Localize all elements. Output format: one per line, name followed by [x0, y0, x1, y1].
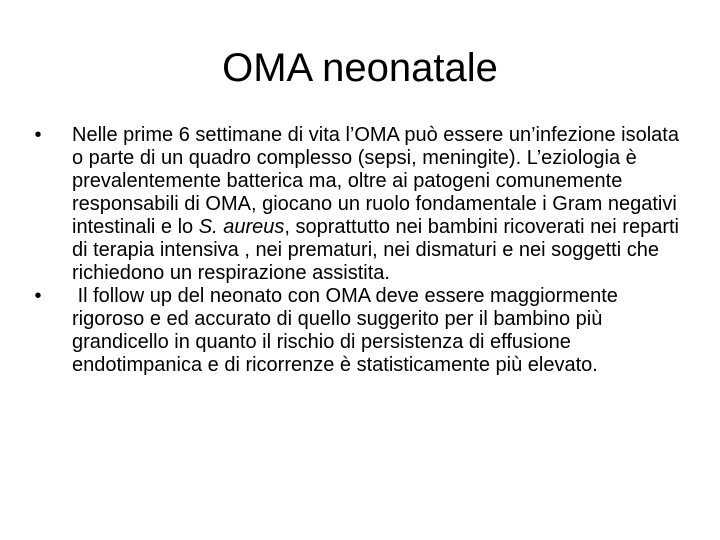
- bullet-list: [0, 124, 720, 377]
- bullet-text-1: [72, 124, 690, 285]
- bullet-text-1-part-a: Nelle prime 6 settimane di vita l’OMA può essere un’infezione isolata o parte di un quadro complesso (sepsi, meningite). L’eziologia è prevalentemente batterica ma, oltre ai patogeni comunemente responsabili di OMA, giocano un ruolo fondamentale i Gram negativi intestinali e lo: [72, 124, 679, 238]
- bullet-text-1-italic: S. aureus: [198, 216, 285, 238]
- bullet-text-2: Il follow up del neonato con OMA deve essere maggiormente rigoroso e ed accurato di quello suggerito per il bambino più grandicello in quanto il rischio di persistenza di effusione endotimpanica e di ricorrenze è statisticamente più elevato.: [72, 285, 624, 376]
- bullet-item-1: [0, 124, 720, 285]
- bullet-text-1-part-b: , soprattutto nei bambini ricoverati nei reparti di terapia intensiva , nei prematuri, nei dismaturi e nei soggetti che richiedono un respirazione assistita.: [72, 216, 679, 284]
- slide-title: OMA neonatale: [222, 46, 498, 90]
- bullet-icon: •: [34, 124, 42, 146]
- bullet-icon: •: [34, 285, 42, 307]
- bullet-item-2: [0, 285, 720, 377]
